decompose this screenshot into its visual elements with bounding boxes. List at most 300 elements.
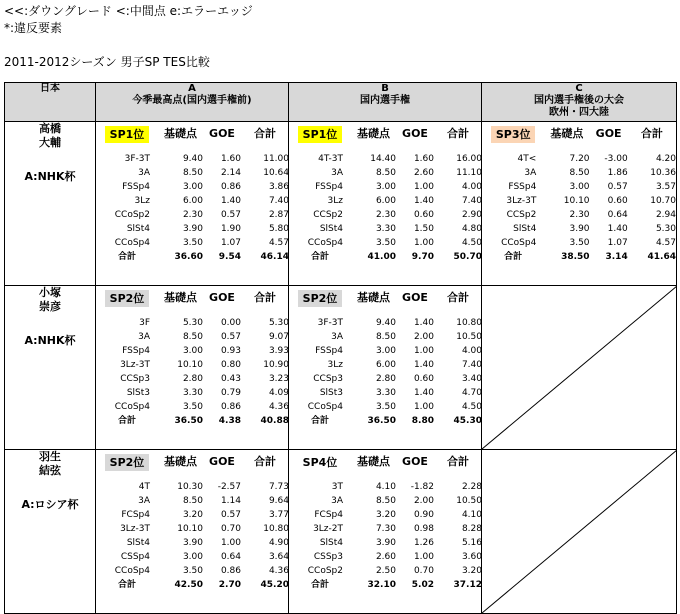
goe-value: 2.60 bbox=[413, 168, 434, 178]
sum-base-value: 32.10 bbox=[367, 580, 396, 590]
goe-value: -1.82 bbox=[410, 482, 434, 492]
total-value: 4.10 bbox=[461, 510, 482, 520]
total-value: 4.50 bbox=[461, 402, 482, 412]
goe-value: 0.57 bbox=[220, 210, 241, 220]
element-row bbox=[289, 194, 482, 208]
base-value: 8.50 bbox=[375, 496, 396, 506]
base-value: 2.80 bbox=[182, 374, 203, 384]
element-name: 3A bbox=[138, 332, 150, 342]
block-header-row bbox=[289, 122, 482, 146]
base-value: 2.30 bbox=[375, 210, 396, 220]
base-value: 3.30 bbox=[375, 224, 396, 234]
element-row bbox=[482, 208, 676, 222]
goe-value: -3.00 bbox=[604, 154, 628, 164]
total-value: 7.40 bbox=[461, 196, 482, 206]
sum-goe-value: 9.70 bbox=[411, 252, 434, 262]
skater-surname: 羽生 bbox=[39, 450, 61, 463]
base-value: 6.00 bbox=[375, 196, 396, 206]
element-name: 3T bbox=[331, 482, 343, 492]
base-value: 3.00 bbox=[182, 346, 203, 356]
base-value: 6.00 bbox=[182, 196, 203, 206]
element-row bbox=[96, 208, 289, 222]
element-row bbox=[96, 330, 289, 344]
element-name: CSSp3 bbox=[313, 552, 343, 562]
total-header: 合計 bbox=[254, 291, 276, 304]
score-block bbox=[482, 450, 677, 614]
base-value: 3.00 bbox=[375, 182, 396, 192]
goe-header: GOE bbox=[209, 127, 235, 140]
total-label: 合計 bbox=[117, 580, 136, 590]
goe-value: 0.86 bbox=[220, 182, 241, 192]
total-value: 7.40 bbox=[268, 196, 289, 206]
base-value: 8.50 bbox=[569, 168, 590, 178]
total-value: 9.07 bbox=[268, 332, 289, 342]
sum-goe-value: 2.70 bbox=[218, 580, 241, 590]
element-row bbox=[289, 222, 482, 236]
element-row bbox=[289, 550, 482, 564]
placement-badge: SP2位 bbox=[298, 290, 343, 307]
element-row bbox=[289, 166, 482, 180]
base-value: 3.00 bbox=[182, 182, 203, 192]
element-name: CSSp4 bbox=[120, 552, 150, 562]
element-name: CCoSp4 bbox=[307, 402, 343, 412]
block-header-row bbox=[96, 122, 289, 146]
element-name: 3Lz-3T bbox=[506, 196, 537, 206]
goe-header: GOE bbox=[402, 127, 428, 140]
total-value: 10.80 bbox=[263, 524, 289, 534]
goe-value: 1.00 bbox=[413, 182, 434, 192]
goe-value: 1.90 bbox=[220, 224, 241, 234]
element-row bbox=[96, 536, 289, 550]
goe-value: 2.00 bbox=[413, 332, 434, 342]
goe-value: 0.98 bbox=[413, 524, 434, 534]
total-header: 合計 bbox=[254, 455, 276, 468]
base-value: 5.30 bbox=[182, 318, 203, 328]
base-value: 3.00 bbox=[569, 182, 590, 192]
total-value: 3.77 bbox=[268, 510, 289, 520]
element-row bbox=[96, 316, 289, 330]
element-row bbox=[482, 180, 676, 194]
element-row bbox=[482, 152, 676, 166]
element-row bbox=[96, 400, 289, 414]
goe-value: 0.60 bbox=[413, 374, 434, 384]
placement-badge: SP2位 bbox=[105, 290, 150, 307]
total-value: 10.64 bbox=[263, 168, 289, 178]
sum-total-value: 45.30 bbox=[453, 416, 482, 426]
goe-value: 1.40 bbox=[607, 224, 628, 234]
element-name: 3A bbox=[138, 168, 150, 178]
goe-value: 0.79 bbox=[220, 388, 241, 398]
goe-value: 0.43 bbox=[220, 374, 241, 384]
block-header-row bbox=[289, 450, 482, 474]
header-c-name2: 欧州・四大陸 bbox=[549, 107, 609, 118]
element-name: 3F-3T bbox=[317, 318, 343, 328]
total-value: 4.36 bbox=[268, 402, 289, 412]
placement-cell bbox=[96, 286, 158, 310]
element-name: CCSp2 bbox=[313, 210, 343, 220]
element-name: SlSt4 bbox=[126, 538, 150, 548]
no-data-block bbox=[482, 450, 676, 613]
tes-comparison-table bbox=[4, 82, 677, 614]
element-row bbox=[289, 508, 482, 522]
placement-cell bbox=[289, 122, 351, 146]
competition-label: A:ロシア杯 bbox=[21, 498, 79, 511]
element-row bbox=[289, 208, 482, 222]
skater-surname: 小塚 bbox=[39, 286, 61, 299]
element-name: 4T bbox=[138, 482, 150, 492]
total-value: 2.28 bbox=[461, 482, 482, 492]
base-value: 4.10 bbox=[375, 482, 396, 492]
total-value: 3.40 bbox=[461, 374, 482, 384]
sum-goe-value: 3.14 bbox=[605, 252, 628, 262]
total-value: 3.57 bbox=[655, 182, 676, 192]
element-name: SlSt3 bbox=[126, 388, 150, 398]
goe-value: 1.40 bbox=[413, 318, 434, 328]
base-value: 8.50 bbox=[182, 496, 203, 506]
score-block bbox=[289, 286, 482, 450]
base-value: 3.50 bbox=[375, 402, 396, 412]
total-value: 10.80 bbox=[456, 318, 482, 328]
sum-total-value: 46.14 bbox=[260, 252, 289, 262]
base-value: 3.50 bbox=[375, 238, 396, 248]
header-japan-label: 日本 bbox=[40, 83, 60, 94]
sum-total-value: 45.20 bbox=[260, 580, 289, 590]
element-table bbox=[96, 286, 289, 428]
element-name: 4T-3T bbox=[318, 154, 343, 164]
skater-cell bbox=[5, 450, 96, 614]
goe-header: GOE bbox=[595, 127, 622, 140]
element-name: 3A bbox=[524, 168, 537, 178]
total-row bbox=[289, 414, 482, 428]
element-table bbox=[96, 450, 289, 592]
total-value: 2.94 bbox=[655, 210, 676, 220]
element-row bbox=[482, 236, 676, 250]
total-value: 4.20 bbox=[655, 154, 676, 164]
base-value-header: 基礎点 bbox=[164, 127, 197, 140]
element-name: SlSt4 bbox=[513, 224, 537, 234]
element-row bbox=[289, 316, 482, 330]
element-name: FCSp4 bbox=[121, 510, 150, 520]
skater-rows bbox=[5, 122, 677, 614]
total-value: 16.00 bbox=[456, 154, 482, 164]
goe-value: 1.60 bbox=[220, 154, 241, 164]
element-name: FSSp4 bbox=[508, 182, 537, 192]
base-value: 14.40 bbox=[370, 154, 396, 164]
sum-base-value: 38.50 bbox=[561, 252, 590, 262]
total-value: 3.60 bbox=[461, 552, 482, 562]
element-name: 4T< bbox=[517, 154, 537, 164]
goe-value: 0.86 bbox=[220, 566, 241, 576]
placement-cell bbox=[482, 122, 544, 146]
total-value: 5.30 bbox=[655, 224, 676, 234]
total-row bbox=[96, 578, 289, 592]
base-value: 3.30 bbox=[182, 388, 203, 398]
base-value: 8.50 bbox=[182, 332, 203, 342]
base-value: 3.50 bbox=[182, 402, 203, 412]
goe-value: 1.07 bbox=[220, 238, 241, 248]
total-row bbox=[289, 578, 482, 592]
base-value: 3.00 bbox=[182, 552, 203, 562]
element-row bbox=[482, 194, 676, 208]
placement-cell bbox=[289, 286, 351, 310]
element-name: FCSp4 bbox=[314, 510, 343, 520]
element-name: CCoSp4 bbox=[114, 402, 150, 412]
score-block bbox=[289, 122, 482, 286]
element-row bbox=[96, 194, 289, 208]
base-value: 2.80 bbox=[375, 374, 396, 384]
goe-value: 0.57 bbox=[220, 510, 241, 520]
element-name: FSSp4 bbox=[122, 182, 150, 192]
base-value: 9.40 bbox=[182, 154, 203, 164]
placement-badge: SP3位 bbox=[491, 126, 536, 143]
goe-value: 1.14 bbox=[220, 496, 241, 506]
base-value: 3.90 bbox=[375, 538, 396, 548]
total-label: 合計 bbox=[310, 252, 329, 262]
base-value-header: 基礎点 bbox=[357, 127, 390, 140]
goe-value: 2.00 bbox=[413, 496, 434, 506]
total-header: 合計 bbox=[447, 127, 469, 140]
total-header: 合計 bbox=[254, 127, 276, 140]
total-value: 5.30 bbox=[268, 318, 289, 328]
element-row bbox=[289, 494, 482, 508]
total-value: 8.28 bbox=[461, 524, 482, 534]
goe-value: 1.40 bbox=[413, 196, 434, 206]
base-value: 2.60 bbox=[375, 552, 396, 562]
sum-goe-value: 4.38 bbox=[218, 416, 241, 426]
diagonal-line bbox=[482, 450, 677, 613]
sum-total-value: 41.64 bbox=[647, 252, 676, 262]
sum-total-value: 37.12 bbox=[453, 580, 482, 590]
element-row bbox=[289, 400, 482, 414]
competition-label: A:NHK杯 bbox=[24, 170, 76, 183]
skater-row bbox=[5, 286, 677, 450]
total-value: 10.70 bbox=[650, 196, 676, 206]
element-name: 3F-3T bbox=[124, 154, 150, 164]
total-label: 合計 bbox=[504, 252, 523, 262]
header-a-letter: A bbox=[188, 83, 196, 94]
total-label: 合計 bbox=[117, 416, 136, 426]
element-row bbox=[96, 480, 289, 494]
element-name: CCoSp2 bbox=[114, 210, 150, 220]
total-label: 合計 bbox=[310, 580, 329, 590]
element-name: CCoSp4 bbox=[307, 238, 343, 248]
placement-cell bbox=[96, 450, 158, 474]
total-value: 4.00 bbox=[461, 182, 482, 192]
skater-row bbox=[5, 122, 677, 286]
goe-value: 0.00 bbox=[220, 318, 241, 328]
goe-value: 0.86 bbox=[220, 402, 241, 412]
header-japan bbox=[5, 83, 96, 122]
total-value: 4.57 bbox=[655, 238, 676, 248]
score-block bbox=[96, 286, 289, 450]
header-b-name: 国内選手権 bbox=[360, 95, 410, 106]
skater-cell bbox=[5, 286, 96, 450]
base-value: 2.30 bbox=[182, 210, 203, 220]
element-row bbox=[289, 180, 482, 194]
score-block bbox=[96, 122, 289, 286]
element-name: CCoSp4 bbox=[114, 566, 150, 576]
goe-value: 2.14 bbox=[220, 168, 241, 178]
base-value: 3.20 bbox=[375, 510, 396, 520]
base-value: 10.10 bbox=[177, 524, 203, 534]
goe-value: 1.00 bbox=[220, 538, 241, 548]
total-label: 合計 bbox=[117, 252, 136, 262]
competition-label: A:NHK杯 bbox=[24, 334, 76, 347]
total-value: 7.73 bbox=[268, 482, 289, 492]
sum-base-value: 36.50 bbox=[367, 416, 396, 426]
element-name: 3A bbox=[331, 168, 343, 178]
skater-row bbox=[5, 450, 677, 614]
total-value: 4.09 bbox=[268, 388, 289, 398]
element-name: CCSp3 bbox=[313, 374, 343, 384]
total-label: 合計 bbox=[310, 416, 329, 426]
element-name: FSSp4 bbox=[315, 346, 343, 356]
base-value: 2.30 bbox=[569, 210, 590, 220]
element-name: CCoSp4 bbox=[501, 238, 537, 248]
skater-surname: 高橋 bbox=[39, 122, 61, 135]
score-block bbox=[482, 286, 677, 450]
score-block bbox=[96, 450, 289, 614]
element-row bbox=[289, 330, 482, 344]
total-value: 4.57 bbox=[268, 238, 289, 248]
placement-badge: SP2位 bbox=[105, 454, 150, 471]
total-value: 4.50 bbox=[461, 238, 482, 248]
total-value: 4.36 bbox=[268, 566, 289, 576]
placement-badge: SP1位 bbox=[298, 126, 343, 143]
base-value: 6.00 bbox=[375, 360, 396, 370]
goe-value: 1.26 bbox=[413, 538, 434, 548]
goe-value: 0.70 bbox=[220, 524, 241, 534]
base-value-header: 基礎点 bbox=[550, 127, 584, 140]
element-row bbox=[96, 222, 289, 236]
element-row bbox=[96, 344, 289, 358]
goe-header: GOE bbox=[402, 291, 428, 304]
table-caption: 2011-2012シーズン 男子SP TES比較 bbox=[4, 55, 210, 69]
no-data-diagonal bbox=[482, 450, 677, 613]
base-value: 3.20 bbox=[182, 510, 203, 520]
element-table bbox=[289, 122, 482, 264]
element-row bbox=[96, 522, 289, 536]
goe-value: 0.57 bbox=[607, 182, 628, 192]
placement-badge: SP1位 bbox=[105, 126, 150, 143]
skater-given-name: 結弦 bbox=[39, 464, 61, 477]
diagonal-line bbox=[482, 286, 677, 449]
total-value: 4.00 bbox=[461, 346, 482, 356]
goe-value: 0.70 bbox=[413, 566, 434, 576]
goe-value: 1.40 bbox=[220, 196, 241, 206]
element-name: 3A bbox=[331, 496, 343, 506]
goe-value: 1.50 bbox=[413, 224, 434, 234]
goe-value: -2.57 bbox=[217, 482, 241, 492]
element-name: FSSp4 bbox=[315, 182, 343, 192]
goe-value: 0.80 bbox=[220, 360, 241, 370]
goe-value: 0.57 bbox=[220, 332, 241, 342]
element-name: 3Lz-3T bbox=[120, 524, 150, 534]
placement-cell bbox=[289, 450, 351, 474]
base-value-header: 基礎点 bbox=[357, 291, 390, 304]
block-header-row bbox=[289, 286, 482, 310]
total-row bbox=[289, 250, 482, 264]
element-row bbox=[96, 550, 289, 564]
element-row bbox=[289, 372, 482, 386]
element-row bbox=[289, 358, 482, 372]
base-value: 10.10 bbox=[563, 196, 590, 206]
total-value: 11.10 bbox=[456, 168, 482, 178]
total-value: 2.87 bbox=[268, 210, 289, 220]
goe-value: 1.60 bbox=[413, 154, 434, 164]
element-row bbox=[96, 166, 289, 180]
sum-goe-value: 5.02 bbox=[411, 580, 434, 590]
total-value: 3.86 bbox=[268, 182, 289, 192]
goe-value: 0.64 bbox=[607, 210, 628, 220]
skater-given-name: 崇彦 bbox=[39, 300, 61, 313]
element-name: 3Lz bbox=[327, 196, 343, 206]
base-value: 3.90 bbox=[182, 224, 203, 234]
score-block bbox=[482, 122, 677, 286]
base-value: 7.30 bbox=[375, 524, 396, 534]
base-value: 10.10 bbox=[177, 360, 203, 370]
total-value: 10.50 bbox=[456, 496, 482, 506]
block-header-row bbox=[482, 122, 676, 146]
element-row bbox=[96, 236, 289, 250]
placement-cell bbox=[96, 122, 158, 146]
sum-goe-value: 8.80 bbox=[411, 416, 434, 426]
element-row bbox=[289, 480, 482, 494]
element-table bbox=[289, 286, 482, 428]
goe-value: 1.00 bbox=[413, 238, 434, 248]
element-row bbox=[289, 564, 482, 578]
header-col-b bbox=[289, 83, 482, 122]
legend-line-1: <<:ダウングレード <:中間点 e:エラーエッジ bbox=[4, 4, 253, 18]
goe-value: 0.90 bbox=[413, 510, 434, 520]
element-row bbox=[289, 536, 482, 550]
header-row bbox=[5, 83, 677, 122]
base-value: 9.40 bbox=[375, 318, 396, 328]
goe-value: 1.86 bbox=[607, 168, 628, 178]
goe-value: 1.40 bbox=[413, 360, 434, 370]
skater-given-name: 大輔 bbox=[39, 136, 61, 149]
total-row bbox=[482, 250, 676, 264]
element-row bbox=[482, 166, 676, 180]
sum-base-value: 41.00 bbox=[367, 252, 396, 262]
no-data-block bbox=[482, 286, 676, 449]
total-value: 4.80 bbox=[461, 224, 482, 234]
total-value: 10.90 bbox=[263, 360, 289, 370]
total-value: 11.00 bbox=[263, 154, 289, 164]
element-name: 3Lz bbox=[134, 196, 150, 206]
element-row bbox=[96, 180, 289, 194]
base-value: 3.30 bbox=[375, 388, 396, 398]
total-value: 10.36 bbox=[650, 168, 676, 178]
element-name: 3F bbox=[139, 318, 150, 328]
element-row bbox=[289, 152, 482, 166]
element-row bbox=[289, 386, 482, 400]
goe-header: GOE bbox=[209, 291, 235, 304]
element-name: CCoSp4 bbox=[114, 238, 150, 248]
total-value: 4.90 bbox=[268, 538, 289, 548]
base-value: 7.20 bbox=[569, 154, 590, 164]
base-value-header: 基礎点 bbox=[164, 291, 197, 304]
base-value: 3.50 bbox=[182, 238, 203, 248]
element-name: CCoSp2 bbox=[307, 566, 343, 576]
base-value: 2.50 bbox=[375, 566, 396, 576]
sum-base-value: 36.50 bbox=[174, 416, 203, 426]
total-header: 合計 bbox=[447, 455, 469, 468]
goe-value: 0.60 bbox=[607, 196, 628, 206]
base-value: 3.90 bbox=[182, 538, 203, 548]
goe-header: GOE bbox=[402, 455, 428, 468]
element-name: CCSp3 bbox=[120, 374, 150, 384]
